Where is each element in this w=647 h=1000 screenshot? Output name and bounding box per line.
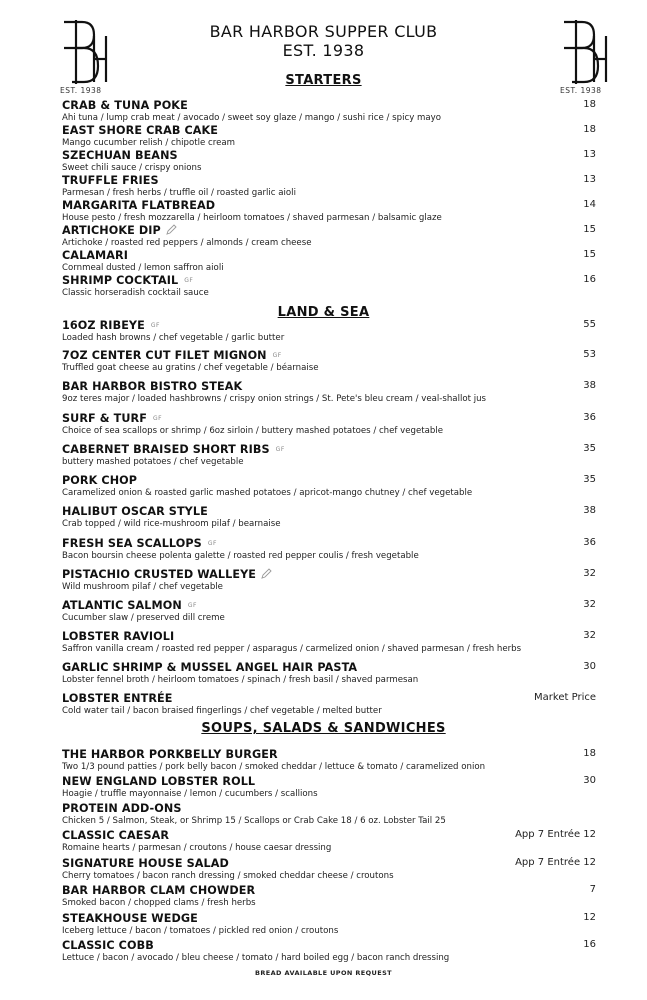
item-price: 55 <box>583 319 596 330</box>
menu-item <box>62 443 596 467</box>
menu-item <box>62 599 596 623</box>
item-name: ATLANTIC SALMON <box>62 599 182 612</box>
menu-item <box>62 912 596 936</box>
item-name: NEW ENGLAND LOBSTER ROLL <box>62 775 256 788</box>
item-name: PROTEIN ADD-ONS <box>62 802 182 815</box>
item-price: 14 <box>583 199 596 210</box>
item-name: ARTICHOKE DIP <box>62 224 161 237</box>
gluten-free-tag: GF <box>184 277 194 284</box>
item-description: Crab topped / wild rice-mushroom pilaf / bearnaise <box>62 519 281 529</box>
item-description: Cherry tomatoes / bacon ranch dressing / smoked cheddar cheese / croutons <box>62 871 394 881</box>
menu-item <box>62 568 596 592</box>
item-name: LOBSTER RAVIOLI <box>62 630 175 643</box>
pencil-icon <box>166 224 177 238</box>
item-price: 32 <box>583 568 596 579</box>
item-description: Lobster fennel broth / heirloom tomatoes / spinach / fresh basil / shaved parmesan <box>62 675 419 685</box>
item-name: TRUFFLE FRIES <box>62 174 159 187</box>
item-price: 38 <box>583 505 596 516</box>
item-name: 7OZ CENTER CUT FILET MIGNON <box>62 349 267 362</box>
item-price: 16 <box>583 939 596 950</box>
item-name-row <box>62 443 596 456</box>
item-price: 13 <box>583 149 596 160</box>
menu-item <box>62 174 596 198</box>
menu-item <box>62 748 596 772</box>
logo-est-label: EST. 1938 <box>60 86 102 95</box>
item-name-row <box>62 319 596 332</box>
item-name: SIGNATURE HOUSE SALAD <box>62 857 229 870</box>
item-description: Saffron vanilla cream / roasted red pepper / asparagus / carmelized onion / shaved parmesan / fresh herbs <box>62 644 522 654</box>
menu-item <box>62 692 596 716</box>
menu-item <box>62 661 596 685</box>
item-name-row <box>62 349 596 362</box>
footer-note: BREAD AVAILABLE UPON REQUEST <box>255 969 392 977</box>
item-name: 16OZ RIBEYE <box>62 319 145 332</box>
gluten-free-tag: GF <box>272 352 282 359</box>
item-name-row <box>62 274 596 287</box>
menu-item <box>62 319 596 343</box>
item-price: 18 <box>583 748 596 759</box>
item-name-row <box>62 568 596 582</box>
menu-item <box>62 199 596 223</box>
menu-item <box>62 474 596 498</box>
item-name-row <box>62 537 596 550</box>
item-price: App 7 Entrée 12 <box>515 857 596 868</box>
item-price: 30 <box>583 661 596 672</box>
item-price: 32 <box>583 630 596 641</box>
logo-est-label: EST. 1938 <box>560 86 602 95</box>
item-description: Lettuce / bacon / avocado / bleu cheese / tomato / hard boiled egg / bacon ranch dressing <box>62 953 450 963</box>
item-name: GARLIC SHRIMP & MUSSEL ANGEL HAIR PASTA <box>62 661 358 674</box>
section-title-starters: STARTERS <box>285 73 362 88</box>
item-name: SURF & TURF <box>62 412 148 425</box>
item-name: STEAKHOUSE WEDGE <box>62 912 198 925</box>
item-name-row <box>62 599 596 612</box>
gluten-free-tag: GF <box>187 602 197 609</box>
gluten-free-tag: GF <box>153 415 163 422</box>
item-price: 18 <box>583 99 596 110</box>
item-price: 32 <box>583 599 596 610</box>
item-name: CRAB & TUNA POKE <box>62 99 188 112</box>
item-price: 15 <box>583 224 596 235</box>
item-name: HALIBUT OSCAR STYLE <box>62 505 208 518</box>
menu-item <box>62 412 596 436</box>
menu-item <box>62 775 596 799</box>
item-price: 53 <box>583 349 596 360</box>
item-description: Sweet chili sauce / crispy onions <box>62 163 202 173</box>
item-description: House pesto / fresh mozzarella / heirloom tomatoes / shaved parmesan / balsamic glaze <box>62 213 442 223</box>
item-price: 36 <box>583 412 596 423</box>
item-description: Smoked bacon / chopped clams / fresh herbs <box>62 898 256 908</box>
item-price: 30 <box>583 775 596 786</box>
item-price: 15 <box>583 249 596 260</box>
menu-item <box>62 829 596 853</box>
item-description: Wild mushroom pilaf / chef vegetable <box>62 582 223 592</box>
item-price: 38 <box>583 380 596 391</box>
item-name: THE HARBOR PORKBELLY BURGER <box>62 748 278 761</box>
item-name: MARGARITA FLATBREAD <box>62 199 216 212</box>
item-name: CLASSIC CAESAR <box>62 829 170 842</box>
item-price: 35 <box>583 474 596 485</box>
item-description: Romaine hearts / parmesan / croutons / house caesar dressing <box>62 843 332 853</box>
item-name-row <box>62 412 596 425</box>
gluten-free-tag: GF <box>150 322 160 329</box>
item-price: 12 <box>583 912 596 923</box>
item-price: App 7 Entrée 12 <box>515 829 596 840</box>
item-description: Cold water tail / bacon braised fingerlings / chef vegetable / melted butter <box>62 706 382 716</box>
item-description: Cornmeal dusted / lemon saffron aioli <box>62 263 224 273</box>
section-title-soups-salads: SOUPS, SALADS & SANDWICHES <box>201 721 446 736</box>
item-name: PORK CHOP <box>62 474 138 487</box>
menu-item <box>62 857 596 881</box>
item-description: Choice of sea scallops or shrimp / 6oz sirloin / buttery mashed potatoes / chef vegetable <box>62 426 444 436</box>
menu-item <box>62 249 596 273</box>
section-title-land-sea: LAND & SEA <box>277 305 370 320</box>
title-line-1: BAR HARBOR SUPPER CLUB <box>209 22 438 41</box>
item-description: Artichoke / roasted red peppers / almonds / cream cheese <box>62 238 312 248</box>
item-name: BAR HARBOR CLAM CHOWDER <box>62 884 256 897</box>
pencil-icon <box>261 568 272 582</box>
item-description: Parmesan / fresh herbs / truffle oil / roasted garlic aioli <box>62 188 296 198</box>
menu-item <box>62 505 596 529</box>
item-name: PISTACHIO CRUSTED WALLEYE <box>62 568 257 581</box>
menu-item <box>62 99 596 123</box>
item-description: Two 1/3 pound patties / pork belly bacon / smoked cheddar / lettuce & tomato / caramelized onion <box>62 762 486 772</box>
menu-item <box>62 224 596 248</box>
menu-item <box>62 802 596 826</box>
menu-item <box>62 630 596 654</box>
item-name: LOBSTER ENTRÉE <box>62 692 173 705</box>
item-description: buttery mashed potatoes / chef vegetable <box>62 457 244 467</box>
item-price: 18 <box>583 124 596 135</box>
item-price: 13 <box>583 174 596 185</box>
item-description: Mango cucumber relish / chipotle cream <box>62 138 236 148</box>
item-description: Truffled goat cheese au gratins / chef vegetable / béarnaise <box>62 363 319 373</box>
item-name: CLASSIC COBB <box>62 939 154 952</box>
menu-item <box>62 939 596 963</box>
title-line-2: EST. 1938 <box>282 41 365 60</box>
item-price: 35 <box>583 443 596 454</box>
item-name: CALAMARI <box>62 249 129 262</box>
item-description: Classic horseradish cocktail sauce <box>62 288 209 298</box>
item-name: CABERNET BRAISED SHORT RIBS <box>62 443 270 456</box>
menu-item <box>62 149 596 173</box>
item-description: Hoagie / truffle mayonnaise / lemon / cucumbers / scallions <box>62 789 318 799</box>
item-price: 7 <box>589 884 596 895</box>
item-description: Chicken 5 / Salmon, Steak, or Shrimp 15 / Scallops or Crab Cake 18 / 6 oz. Lobster Tail 25 <box>62 816 446 826</box>
item-price: 16 <box>583 274 596 285</box>
item-description: 9oz teres major / loaded hashbrowns / crispy onion strings / St. Pete's bleu cream / veal-shallot jus <box>62 394 487 404</box>
item-name: SHRIMP COCKTAIL <box>62 274 179 287</box>
menu-item <box>62 349 596 373</box>
item-description: Ahi tuna / lump crab meat / avocado / sweet soy glaze / mango / sushi rice / spicy mayo <box>62 113 442 123</box>
restaurant-title <box>0 22 647 60</box>
item-name: EAST SHORE CRAB CAKE <box>62 124 219 137</box>
item-name: BAR HARBOR BISTRO STEAK <box>62 380 243 393</box>
gluten-free-tag: GF <box>207 540 217 547</box>
item-price: 36 <box>583 537 596 548</box>
menu-item <box>62 537 596 561</box>
item-name: SZECHUAN BEANS <box>62 149 178 162</box>
menu-item <box>62 124 596 148</box>
item-description: Loaded hash browns / chef vegetable / garlic butter <box>62 333 285 343</box>
item-price: Market Price <box>534 692 596 703</box>
menu-item <box>62 884 596 908</box>
item-description: Caramelized onion & roasted garlic mashed potatoes / apricot-mango chutney / chef vegetable <box>62 488 473 498</box>
menu-item <box>62 380 596 404</box>
item-description: Bacon boursin cheese polenta galette / roasted red pepper coulis / fresh vegetable <box>62 551 419 561</box>
item-name: FRESH SEA SCALLOPS <box>62 537 202 550</box>
item-name-row <box>62 224 596 238</box>
item-description: Cucumber slaw / preserved dill creme <box>62 613 225 623</box>
item-description: Iceberg lettuce / bacon / tomatoes / pickled red onion / croutons <box>62 926 339 936</box>
gluten-free-tag: GF <box>275 446 285 453</box>
menu-item <box>62 274 596 298</box>
